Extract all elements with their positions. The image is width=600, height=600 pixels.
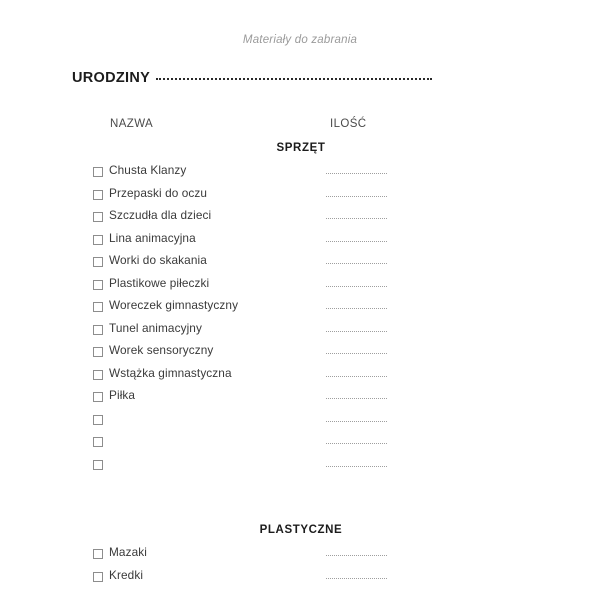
checklist-item-label: Worki do skakania — [109, 253, 207, 267]
checklist-row[interactable] — [0, 411, 600, 434]
checklist-row[interactable] — [0, 568, 600, 591]
checklist-item-label: Przepaski do oczu — [109, 185, 208, 200]
checklist-item-label: Kredki — [109, 567, 144, 582]
document-title-row — [72, 70, 432, 86]
checklist-row[interactable] — [0, 298, 600, 321]
quantity-write-in-line[interactable] — [326, 466, 387, 467]
checklist-item-label: Piłka — [109, 388, 136, 402]
checklist-row[interactable] — [0, 276, 600, 299]
quantity-write-in-line[interactable] — [326, 218, 387, 219]
checklist-item-label: Szczudła dla dzieci — [109, 208, 212, 222]
checkbox-icon[interactable] — [93, 392, 103, 402]
checklist-row[interactable] — [0, 321, 600, 344]
checkbox-icon[interactable] — [93, 190, 103, 200]
section-2 — [0, 524, 600, 590]
checklist-item-label: Lina animacyjna — [109, 230, 196, 245]
checklist-rows — [0, 545, 600, 590]
checklist-item-label: Tunel animacyjny — [109, 320, 202, 335]
quantity-write-in-line[interactable] — [326, 398, 387, 399]
quantity-write-in-line[interactable] — [326, 241, 387, 242]
section-1 — [0, 142, 600, 478]
quantity-write-in-line[interactable] — [326, 286, 387, 287]
quantity-write-in-line[interactable] — [326, 376, 387, 377]
quantity-write-in-line[interactable] — [326, 308, 387, 309]
checkbox-icon[interactable] — [93, 212, 103, 222]
document-subtitle: Materiały do zabrania — [242, 34, 358, 46]
checklist-row[interactable] — [0, 433, 600, 456]
section-heading: SPRZĘT — [276, 142, 326, 154]
checklist-row[interactable] — [0, 343, 600, 366]
column-header-quantity: ILOŚĆ — [330, 118, 367, 130]
checkbox-icon[interactable] — [93, 302, 103, 312]
page-title: URODZINY — [72, 70, 151, 86]
checklist-item-label: Wstążka gimnastyczna — [109, 365, 232, 380]
checkbox-icon[interactable] — [93, 460, 103, 470]
checkbox-icon[interactable] — [93, 549, 103, 559]
checkbox-icon[interactable] — [93, 370, 103, 380]
quantity-write-in-line[interactable] — [326, 578, 387, 579]
checklist-item-label: Worek sensoryczny — [109, 343, 214, 357]
section-heading: PLASTYCZNE — [259, 524, 343, 536]
quantity-write-in-line[interactable] — [326, 555, 387, 556]
quantity-write-in-line[interactable] — [326, 331, 387, 332]
checkbox-icon[interactable] — [93, 167, 103, 177]
checklist-item-label: Plastikowe piłeczki — [109, 275, 210, 290]
checklist-row[interactable] — [0, 231, 600, 254]
quantity-write-in-line[interactable] — [326, 421, 387, 422]
column-headers — [0, 118, 600, 134]
checklist-row[interactable] — [0, 545, 600, 568]
checklist-row[interactable] — [0, 253, 600, 276]
checklist-row[interactable] — [0, 208, 600, 231]
checklist-item-label: Mazaki — [109, 545, 147, 559]
checkbox-icon[interactable] — [93, 325, 103, 335]
checkbox-icon[interactable] — [93, 280, 103, 290]
quantity-write-in-line[interactable] — [326, 353, 387, 354]
checkbox-icon[interactable] — [93, 572, 103, 582]
checkbox-icon[interactable] — [93, 415, 103, 425]
checklist-rows — [0, 163, 600, 478]
title-fill-line — [156, 68, 432, 80]
checklist-row[interactable] — [0, 163, 600, 186]
checklist-row[interactable] — [0, 186, 600, 209]
checklist-row[interactable] — [0, 388, 600, 411]
quantity-write-in-line[interactable] — [326, 443, 387, 444]
checkbox-icon[interactable] — [93, 437, 103, 447]
column-header-name: NAZWA — [110, 118, 154, 130]
checklist-row[interactable] — [0, 366, 600, 389]
checklist-row[interactable] — [0, 456, 600, 479]
quantity-write-in-line[interactable] — [326, 263, 387, 264]
quantity-write-in-line[interactable] — [326, 196, 387, 197]
checkbox-icon[interactable] — [93, 347, 103, 357]
checklist-item-label: Chusta Klanzy — [109, 163, 187, 177]
quantity-write-in-line[interactable] — [326, 173, 387, 174]
checklist-item-label: Woreczek gimnastyczny — [109, 298, 239, 312]
checkbox-icon[interactable] — [93, 257, 103, 267]
checkbox-icon[interactable] — [93, 235, 103, 245]
